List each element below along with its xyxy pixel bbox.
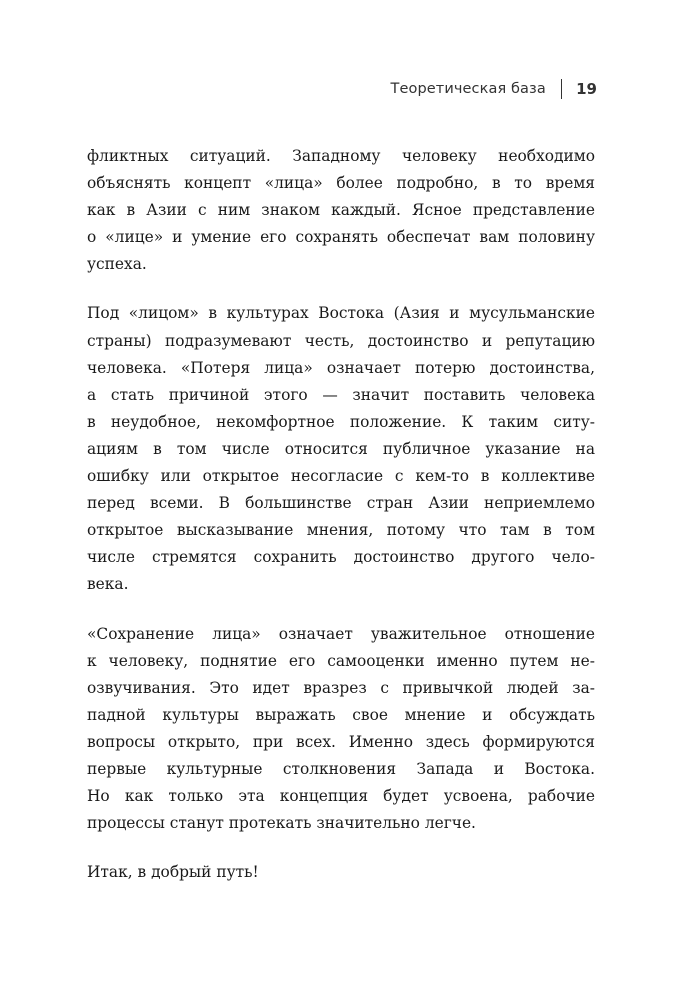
header-divider (561, 79, 562, 99)
text-line: числе стремятся сохранить достоинство другого чело- (87, 548, 595, 567)
text-line: падной культуры выражать свое мнение и обсуждать (87, 705, 595, 724)
text-line: успеха. (87, 255, 147, 274)
text-line: вопросы открыто, при всех. Именно здесь формируются (87, 732, 595, 751)
text-line: перед всеми. В большинстве стран Азии неприемлемо (87, 494, 595, 513)
text-line: как в Азии с ним знаком каждый. Ясное представление (87, 201, 595, 220)
running-header (391, 76, 597, 102)
text-line: о «лице» и умение его сохранять обеспечат вам половину (87, 228, 595, 247)
page-number: 19 (576, 80, 597, 98)
text-line: века. (87, 575, 129, 594)
text-line: Итак, в добрый путь! (87, 863, 259, 882)
text-line: Но как только эта концепция будет усвоена, рабочие (87, 787, 595, 806)
text-line: первые культурные столкновения Запада и Востока. (87, 759, 595, 778)
text-line: озвучивания. Это идет вразрез с привычкой людей за- (87, 678, 595, 697)
page-body-text (87, 143, 595, 908)
text-line: в неудобное, некомфортное положение. К таким ситу- (87, 412, 595, 431)
text-line: фликтных ситуаций. Западному человеку необходимо (87, 147, 595, 165)
paragraph-2 (87, 300, 595, 598)
text-line: объяснять концепт «лица» более подробно, в то время (87, 174, 595, 193)
text-line: ациям в том числе относится публичное указание на (87, 439, 595, 458)
paragraph-3 (87, 621, 595, 838)
text-line: к человеку, поднятие его самооценки именно путем не- (87, 651, 595, 670)
text-line: открытое высказывание мнения, потому что там в том (87, 521, 595, 540)
text-line: страны) подразумевают честь, достоинство и репутацию (87, 331, 595, 350)
text-line: Под «лицом» в культурах Востока (Азия и мусульманские (87, 304, 595, 323)
section-title: Теоретическая база (390, 81, 546, 97)
text-line: «Сохранение лица» означает уважительное отношение (87, 624, 595, 643)
text-line: а стать причиной этого — значит поставить человека (87, 385, 595, 404)
text-line: человека. «Потеря лица» означает потерю достоинства, (87, 358, 595, 377)
text-line: ошибку или открытое несогласие с кем-то в коллективе (87, 467, 595, 486)
text-line: процессы станут протекать значительно легче. (87, 814, 476, 833)
paragraph-4 (87, 859, 595, 886)
paragraph-1 (87, 143, 595, 278)
